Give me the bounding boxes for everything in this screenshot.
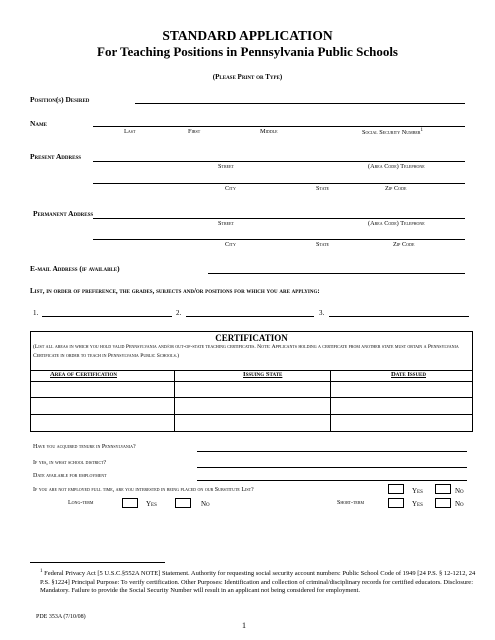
cert-cell-area-1[interactable]: [31, 382, 173, 397]
name-first-caption: First: [188, 128, 201, 135]
preference-field-3[interactable]: [329, 316, 469, 317]
preference-field-1[interactable]: [42, 316, 172, 317]
tenure-field[interactable]: [197, 451, 467, 452]
long-term-no-label: No: [201, 500, 210, 508]
preferences-label: List, in order of preference, the grades, subjects and/or positions for which you are applying:: [30, 287, 320, 295]
name-field[interactable]: [93, 126, 465, 127]
present-street-caption: Street: [218, 163, 234, 170]
footnote-separator: [30, 562, 165, 563]
short-term-yes-checkbox[interactable]: [388, 498, 404, 508]
ssn-caption-text: Social Security Number: [362, 129, 421, 137]
substitute-question: If you are not employed full time, are you interested in being placed on our Substitute List?: [33, 487, 254, 493]
substitute-no-checkbox[interactable]: [435, 484, 451, 494]
district-field[interactable]: [197, 467, 467, 468]
ssn-footnote-mark: 1: [420, 128, 423, 133]
long-term-yes-label: Yes: [146, 500, 157, 508]
short-term-yes-label: Yes: [412, 500, 423, 508]
date-available-field[interactable]: [197, 480, 467, 481]
print-instruction: (Please Print or Type): [212, 73, 283, 81]
present-zip-caption: Zip Code: [385, 185, 407, 192]
permanent-address-line2[interactable]: [93, 239, 465, 240]
email-field[interactable]: [208, 273, 465, 274]
col-head-area: Area of Certification: [50, 371, 118, 378]
long-term-yes-checkbox[interactable]: [122, 498, 138, 508]
preference-number-2: 2.: [176, 309, 182, 317]
cert-cell-area-2[interactable]: [31, 398, 173, 414]
ssn-caption: [362, 128, 423, 136]
cert-cell-state-1[interactable]: [175, 382, 329, 397]
long-term-no-checkbox[interactable]: [175, 498, 191, 508]
form-subtitle: For Teaching Positions in Pennsylvania Public Schools: [97, 44, 398, 59]
certification-note: (List all areas in which you hold valid Pennsylvania and/or out-of-state teaching certificates. Note: Applicants holding a certificate from another state must obtain a Pennsylvania Certificate in order to teach in Pennsylvania Public Schools.): [33, 344, 459, 359]
preference-number-1: 1.: [33, 309, 39, 317]
present-phone-caption: (Area Code) Telephone: [368, 163, 425, 170]
present-address-line2[interactable]: [93, 183, 465, 184]
footnote: [40, 568, 480, 595]
present-state-caption: State: [316, 185, 329, 192]
permanent-zip-caption: Zip Code: [393, 241, 415, 248]
cert-cell-state-2[interactable]: [175, 398, 329, 414]
col-head-state: Issuing State: [243, 371, 283, 378]
preference-field-2[interactable]: [186, 316, 314, 317]
substitute-no-label: No: [455, 487, 464, 495]
short-term-no-label: No: [455, 500, 464, 508]
cert-cell-date-1[interactable]: [331, 382, 472, 397]
email-label: E-mail Address (if available): [30, 264, 120, 273]
substitute-yes-label: Yes: [412, 487, 423, 495]
footnote-mark: 1: [40, 569, 43, 574]
footnote-text: Federal Privacy Act [5 U.S.C.§552A NOTE] Statement. Authority for requesting social security account numbers: Public School Code of 1949 [24 P.S. § 12-1212, 24 P.S. §1224] Principal Purpose: To verify certification. Other Purposes: Identification and collection of criminal/disciplinary records for certified educators. Disclosure: Mandatory. Failure to provide the Social Security Number will result in an applicant not being considered for employment.: [40, 570, 476, 594]
positions-field[interactable]: [135, 103, 465, 104]
name-middle-caption: Middle: [260, 128, 278, 135]
short-term-label: Short-term: [337, 500, 365, 506]
name-last-caption: Last: [124, 128, 136, 135]
present-address-line1[interactable]: [93, 161, 465, 162]
present-address-label: Present Address: [30, 152, 82, 161]
cert-cell-area-3[interactable]: [31, 415, 173, 431]
substitute-yes-checkbox[interactable]: [388, 484, 404, 494]
district-question: If yes, in what school district?: [33, 460, 107, 466]
preference-number-3: 3.: [319, 309, 325, 317]
tenure-question: Have you acquired tenure in Pennsylvania?: [33, 444, 136, 450]
permanent-city-caption: City: [225, 241, 236, 248]
form-title: STANDARD APPLICATION: [162, 28, 333, 43]
page-number: 1: [242, 621, 246, 630]
date-available-question: Date available for employment: [33, 473, 107, 479]
permanent-phone-caption: (Area Code) Telephone: [368, 220, 425, 227]
permanent-address-label: Permanent Address: [33, 209, 94, 218]
permanent-street-caption: Street: [218, 220, 234, 227]
col-head-date: Date Issued: [391, 371, 427, 378]
positions-label: Position(s) Desired: [30, 95, 90, 104]
long-term-label: Long-term: [68, 500, 94, 506]
cert-cell-date-3[interactable]: [331, 415, 472, 431]
name-label: Name: [30, 119, 48, 128]
form-number: PDE 353A (7/10/08): [36, 614, 86, 620]
present-city-caption: City: [225, 185, 236, 192]
cert-cell-state-3[interactable]: [175, 415, 329, 431]
cert-cell-date-2[interactable]: [331, 398, 472, 414]
permanent-address-line1[interactable]: [93, 218, 465, 219]
permanent-state-caption: State: [316, 241, 329, 248]
short-term-no-checkbox[interactable]: [435, 498, 451, 508]
certification-title: CERTIFICATION: [215, 333, 288, 343]
